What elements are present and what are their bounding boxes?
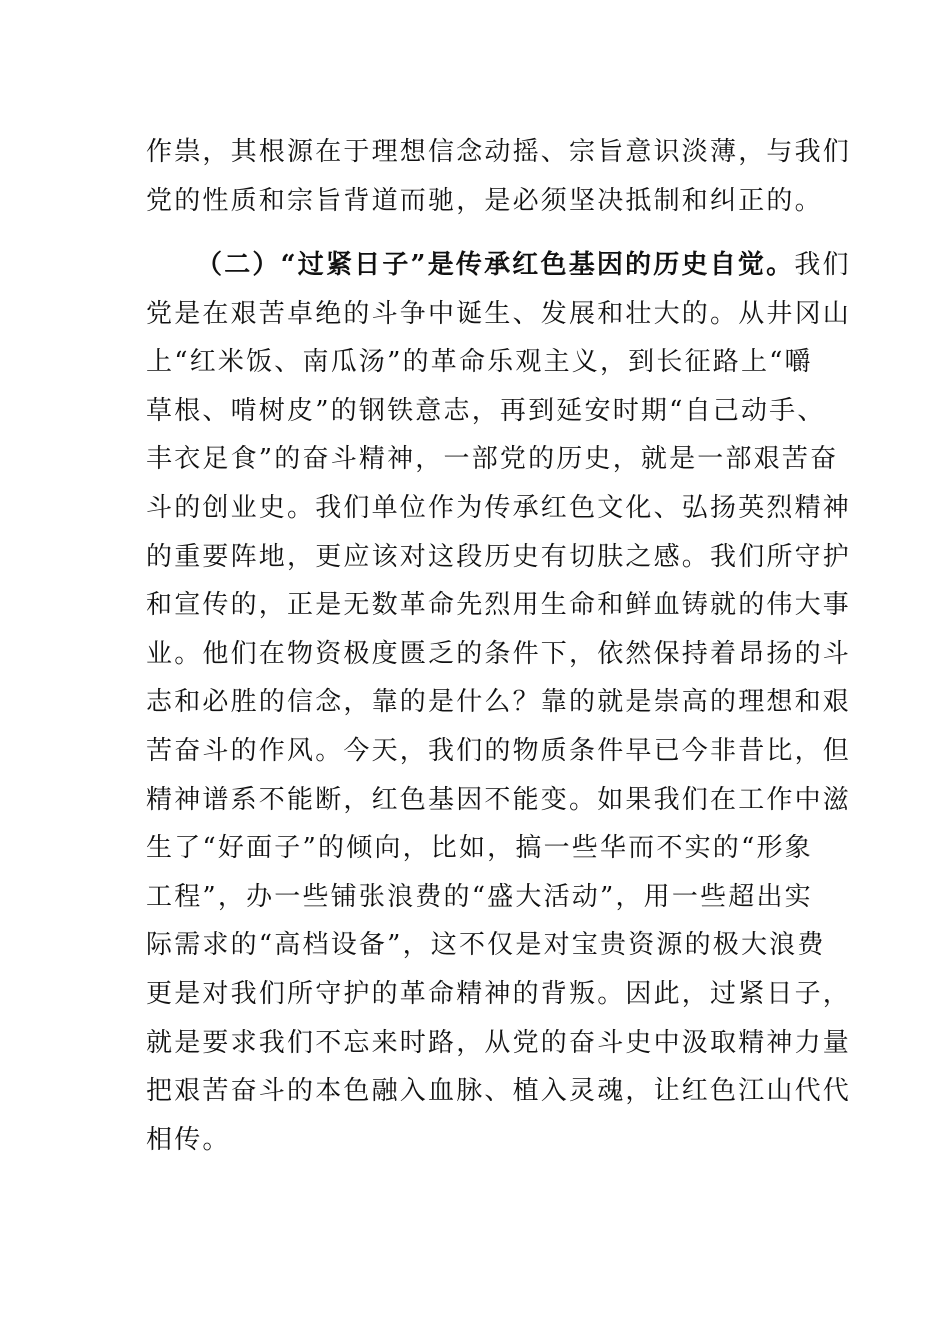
paragraph-continuation xyxy=(146,128,852,225)
text-line: 斗的创业史。我们单位作为传承红色文化、弘扬英烈精神 xyxy=(146,492,852,523)
text-line: 更是对我们所守护的革命精神的背叛。因此，过紧日子， xyxy=(146,978,852,1009)
text-line: 的重要阵地，更应该对这段历史有切肤之感。我们所守护 xyxy=(146,541,852,572)
heading-line xyxy=(146,241,851,290)
text-line: 丰衣足食”的奋斗精神，一部党的历史，就是一部艰苦奋 xyxy=(146,444,839,475)
text-line: 作祟，其根源在于理想信念动摇、宗旨意识淡薄，与我们 xyxy=(146,137,852,167)
text-line: 把艰苦奋斗的本色融入血脉、植入灵魂，让红色江山代代 xyxy=(146,1076,852,1107)
heading-line-rest: 我们 xyxy=(794,250,851,280)
text-line: 苦奋斗的作风。今天，我们的物质条件早已今非昔比，但 xyxy=(146,735,852,766)
section-heading: （二）“过紧日子”是传承红色基因的历史自觉。 xyxy=(196,250,795,280)
paragraph-section-two xyxy=(146,241,852,1164)
text-line: 党的性质和宗旨背道而驰，是必须坚决抵制和纠正的。 xyxy=(146,185,823,216)
text-line: 草根、啃树皮”的钢铁意志，再到延安时期“自己动手、 xyxy=(146,395,826,426)
text-line: 工程”，办一些铺张浪费的“盛大活动”，用一些超出实 xyxy=(146,881,813,912)
text-line: 上“红米饭、南瓜汤”的革命乐观主义，到长征路上“嚼 xyxy=(146,347,813,378)
text-line: 相传。 xyxy=(146,1124,231,1155)
text-line: 就是要求我们不忘来时路，从党的奋斗史中汲取精神力量 xyxy=(146,1027,852,1058)
text-line: 生了“好面子”的倾向，比如，搞一些华而不实的“形象 xyxy=(146,833,813,864)
text-line: 际需求的“高档设备”，这不仅是对宝贵资源的极大浪费 xyxy=(146,930,826,961)
text-line: 精神谱系不能断，红色基因不能变。如果我们在工作中滋 xyxy=(146,784,852,815)
text-line: 业。他们在物资极度匮乏的条件下，依然保持着昂扬的斗 xyxy=(146,638,852,669)
text-line: 和宣传的，正是无数革命先烈用生命和鲜血铸就的伟大事 xyxy=(146,590,852,621)
text-line: 志和必胜的信念，靠的是什么？靠的就是崇高的理想和艰 xyxy=(146,687,852,718)
text-line: 党是在艰苦卓绝的斗争中诞生、发展和壮大的。从井冈山 xyxy=(146,298,852,329)
